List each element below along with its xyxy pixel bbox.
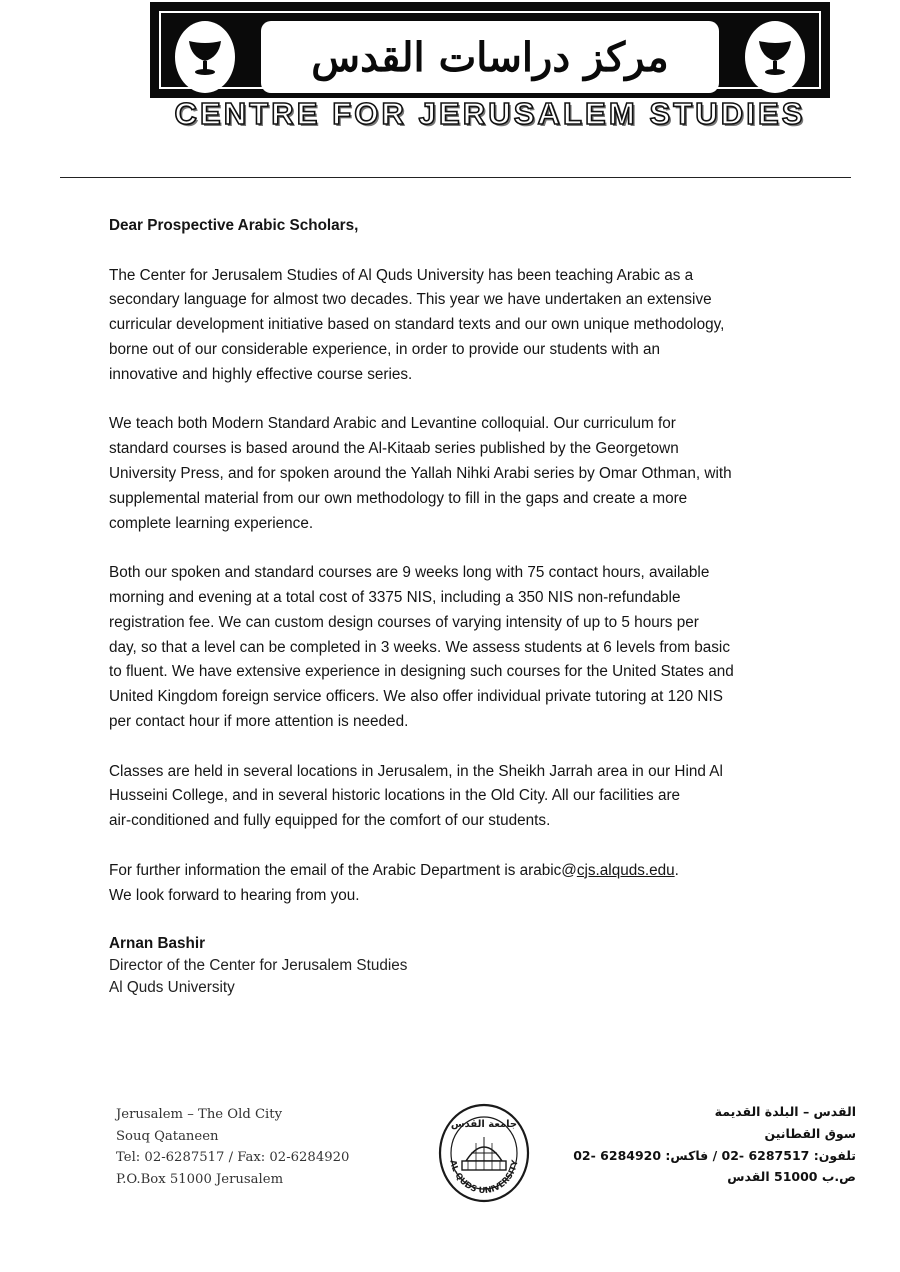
paragraph-line: innovative and highly effective course series. xyxy=(109,365,413,383)
paragraph-line: secondary language for almost two decades. This year we have undertaken an extensive xyxy=(109,291,712,309)
paragraph-contact xyxy=(109,859,809,909)
contact-prefix: For further information the email of the Arabic Department is arabic@ xyxy=(109,861,577,879)
paragraph-line: standard courses is based around the Al-Kitaab series published by the Georgetown xyxy=(109,440,679,458)
signatory-name: Arnan Bashir xyxy=(109,935,206,953)
footer-line: Souq Qataneen xyxy=(116,1128,219,1144)
paragraph-line: to fluent. We have extensive experience in designing such courses for the United States and xyxy=(109,663,734,681)
footer-line: القدس – البلدة القديمة xyxy=(714,1104,856,1119)
letter-body xyxy=(109,214,809,999)
contact-line xyxy=(109,859,809,884)
paragraph-line: The Center for Jerusalem Studies of Al Quds University has been teaching Arabic as a xyxy=(109,266,694,284)
paragraph-intro xyxy=(109,264,809,388)
footer-line: تلفون: 6287517 -02 / فاكس: 6284920 -02 xyxy=(573,1147,856,1163)
arabic-calligraphy-title xyxy=(261,21,719,93)
svg-text:AL-QUDS UNIVERSITY: AL-QUDS UNIVERSITY xyxy=(448,1158,520,1196)
footer-line: Tel: 02-6287517 / Fax: 02-6284920 xyxy=(116,1150,350,1165)
paragraph-line: curricular development initiative based on standard texts and our own unique methodology, xyxy=(109,316,725,334)
footer-line: ص.ب 51000 القدس xyxy=(727,1169,856,1185)
paragraph-line: Classes are held in several locations in Jerusalem, in the Sheikh Jarrah area in our Hind Al xyxy=(109,762,723,780)
paragraph-curriculum xyxy=(109,412,809,536)
paragraph-line: day, so that a level can be completed in 3 weeks. We assess students at 6 levels from basic xyxy=(109,638,730,656)
arabic-title: مركز دراسات القدس xyxy=(311,33,669,81)
closing-line: We look forward to hearing from you. xyxy=(109,886,360,904)
signatory-institution: Al Quds University xyxy=(109,979,235,997)
salutation: Dear Prospective Arabic Scholars, xyxy=(109,217,359,234)
footer-line: P.O.Box 51000 Jerusalem xyxy=(116,1171,284,1187)
footer-line: سوق القطانين xyxy=(764,1125,856,1141)
svg-text:جامعة القدس: جامعة القدس xyxy=(450,1119,518,1130)
university-seal-icon xyxy=(438,1103,530,1203)
paragraph-line: borne out of our considerable experience, in order to provide our students with an xyxy=(109,340,661,358)
paragraph-line: We teach both Modern Standard Arabic and Levantine colloquial. Our curriculum for xyxy=(109,415,676,433)
paragraph-line: supplemental material from our own methodology to fill in the gaps and create a more xyxy=(109,489,688,507)
header-divider xyxy=(60,177,851,178)
footer-address-english xyxy=(116,1104,406,1190)
letterhead-banner xyxy=(150,2,830,98)
paragraph-line: United Kingdom foreign service officers. We also offer individual private tutoring at 120 NIS xyxy=(109,688,723,706)
paragraph-locations xyxy=(109,760,809,834)
email-link[interactable]: cjs.alquds.edu xyxy=(576,861,675,879)
contact-suffix: . xyxy=(674,861,679,879)
footer-line: Jerusalem – The Old City xyxy=(116,1107,283,1122)
chalice-left-icon xyxy=(175,21,235,93)
centre-title: CENTRE FOR JERUSALEM STUDIES xyxy=(174,96,806,131)
paragraph-line: Husseini College, and in several historic locations in the Old City. All our facilities are xyxy=(109,787,681,805)
paragraph-courses xyxy=(109,561,809,735)
chalice-right-icon xyxy=(745,21,805,93)
paragraph-line: complete learning experience. xyxy=(109,514,314,532)
signatory-title: Director of the Center for Jerusalem Studies xyxy=(109,957,408,975)
paragraph-line: University Press, and for spoken around the Yallah Nihki Arabi series by Omar Othman, with xyxy=(109,464,732,482)
paragraph-line: air-conditioned and fully equipped for the comfort of our students. xyxy=(109,812,551,830)
signature-block xyxy=(109,933,809,999)
paragraph-line: Both our spoken and standard courses are 9 weeks long with 75 contact hours, available xyxy=(109,564,710,582)
paragraph-line: registration fee. We can custom design courses of varying intensity of up to 5 hours per xyxy=(109,613,699,631)
paragraph-line: per contact hour if more attention is needed. xyxy=(109,712,409,730)
letterhead-frame xyxy=(159,11,821,89)
footer-address-arabic xyxy=(556,1101,856,1188)
paragraph-line: morning and evening at a total cost of 3375 NIS, including a 350 NIS non-refundable xyxy=(109,588,681,606)
